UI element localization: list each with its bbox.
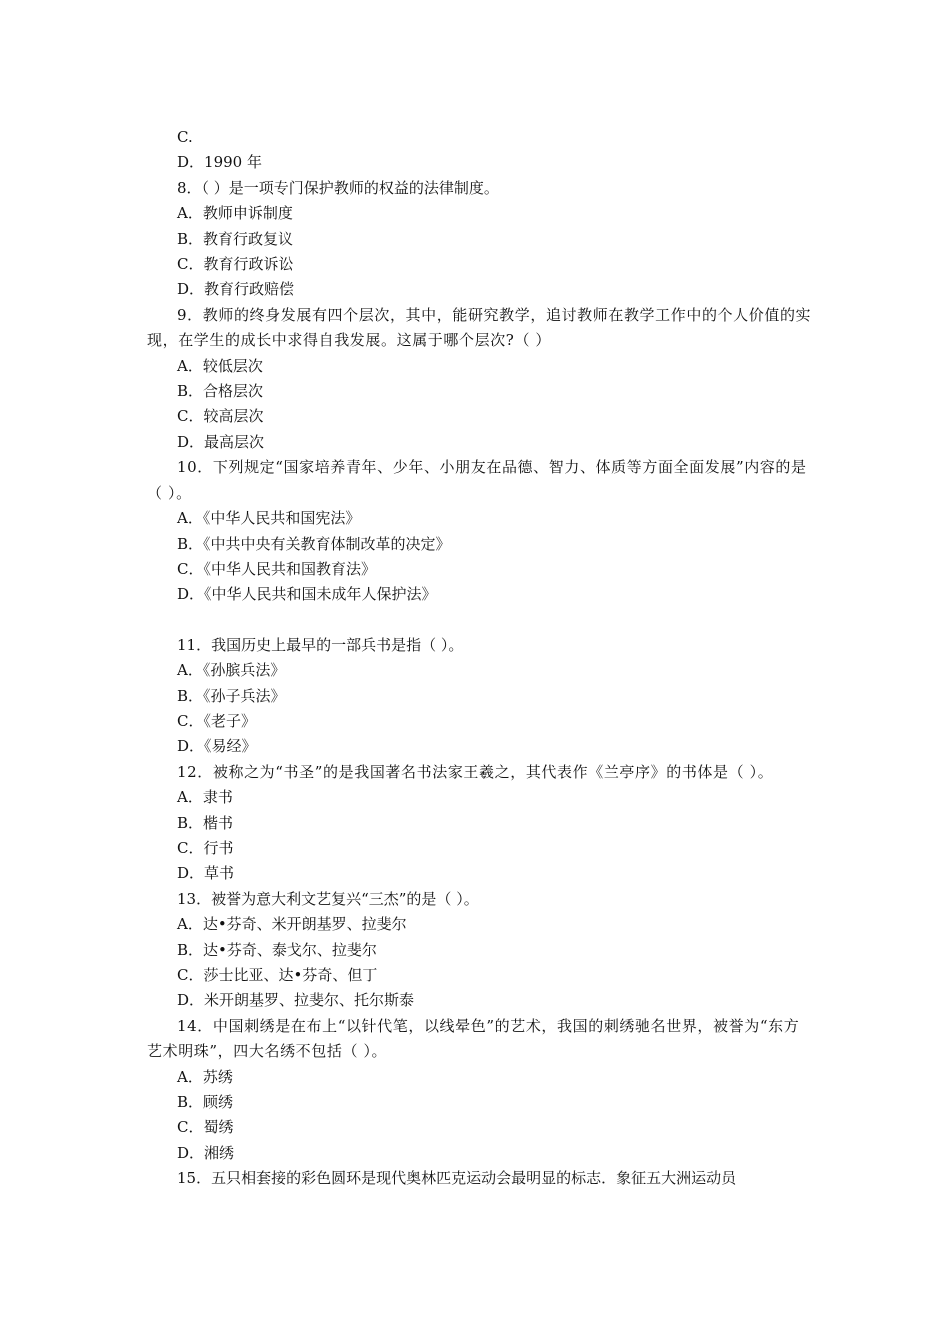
question-11-option-c: C．《老子》 bbox=[177, 711, 256, 730]
question-9-option-c: C．较高层次 bbox=[177, 407, 264, 426]
question-14-option-c: C．蜀绣 bbox=[177, 1118, 234, 1137]
question-12-option-c: C．行书 bbox=[177, 838, 234, 857]
question-13: 13．被誉为意大利文艺复兴“三杰”的是（ ）。 bbox=[177, 889, 479, 908]
question-8-option-c: C．教育行政诉讼 bbox=[177, 255, 294, 274]
question-10-option-d: D．《中华人民共和国未成年人保护法》 bbox=[177, 585, 437, 604]
question-9-option-d: D．最高层次 bbox=[177, 432, 265, 451]
question-9: 9．教师的终身发展有四个层次，其中，能研究教学，追讨教师在教学工作中的个人价值的实现，在学生的成长中求得自我发展。这属于哪个层次?（ ） bbox=[147, 305, 812, 350]
question-14-option-d: D．湘绣 bbox=[177, 1143, 235, 1162]
option-d-prev: D．1990 年 bbox=[177, 153, 262, 172]
option-c-prev: C. bbox=[177, 128, 193, 146]
blank-line bbox=[147, 608, 812, 633]
question-8-option-d: D．教育行政赔偿 bbox=[177, 280, 295, 299]
question-11-option-b: B．《孙子兵法》 bbox=[177, 686, 286, 705]
question-11-option-a: A．《孙膑兵法》 bbox=[177, 661, 286, 680]
question-14: 14．中国刺绣是在布上“以针代笔，以线晕色”的艺术，我国的刺绣驰名世界，被誉为“东方艺术明珠”，四大名绣不包括（ ）。 bbox=[147, 1016, 800, 1061]
question-12-option-d: D．草书 bbox=[177, 864, 235, 883]
question-14-option-b: B．顾绣 bbox=[177, 1093, 234, 1112]
question-9-option-a: A．较低层次 bbox=[177, 356, 263, 375]
question-8: 8．（ ）是一项专门保护教师的权益的法律制度。 bbox=[177, 178, 499, 197]
question-15: 15．五只相套接的彩色圆环是现代奥林匹克运动会最明显的标志．象征五大洲运动员 bbox=[177, 1169, 737, 1188]
question-13-option-c: C．莎士比亚、达•芬奇、但丁 bbox=[177, 966, 378, 984]
question-11-option-d: D．《易经》 bbox=[177, 737, 257, 756]
question-11: 11．我国历史上最早的一部兵书是指（ ）。 bbox=[177, 635, 464, 654]
question-12: 12．被称之为“书圣”的是我国著名书法家王羲之，其代表作《兰亭序》的书体是（ ）。 bbox=[177, 762, 774, 781]
question-10-option-a: A．《中华人民共和国宪法》 bbox=[177, 509, 361, 528]
question-13-option-a: A．达•芬奇、米开朗基罗、拉斐尔 bbox=[177, 915, 407, 934]
question-10-option-c: C．《中华人民共和国教育法》 bbox=[177, 559, 376, 578]
question-12-option-a: A．隶书 bbox=[177, 788, 233, 807]
question-10-option-b: B．《中共中央有关教育体制改革的决定》 bbox=[177, 534, 451, 553]
question-14-option-a: A．苏绣 bbox=[177, 1067, 233, 1086]
question-13-option-d: D．米开朗基罗、拉斐尔、托尔斯泰 bbox=[177, 991, 415, 1010]
question-12-option-b: B．楷书 bbox=[177, 813, 234, 832]
question-13-option-b: B．达•芬奇、泰戈尔、拉斐尔 bbox=[177, 940, 377, 959]
question-8-option-b: B．教育行政复议 bbox=[177, 229, 294, 248]
document-body bbox=[147, 125, 812, 1192]
question-9-option-b: B．合格层次 bbox=[177, 382, 264, 401]
question-10: 10．下列规定“国家培养青年、少年、小朋友在品德、智力、体质等方面全面发展”内容的是（ ）。 bbox=[147, 458, 807, 502]
question-8-option-a: A．教师申诉制度 bbox=[177, 204, 293, 223]
